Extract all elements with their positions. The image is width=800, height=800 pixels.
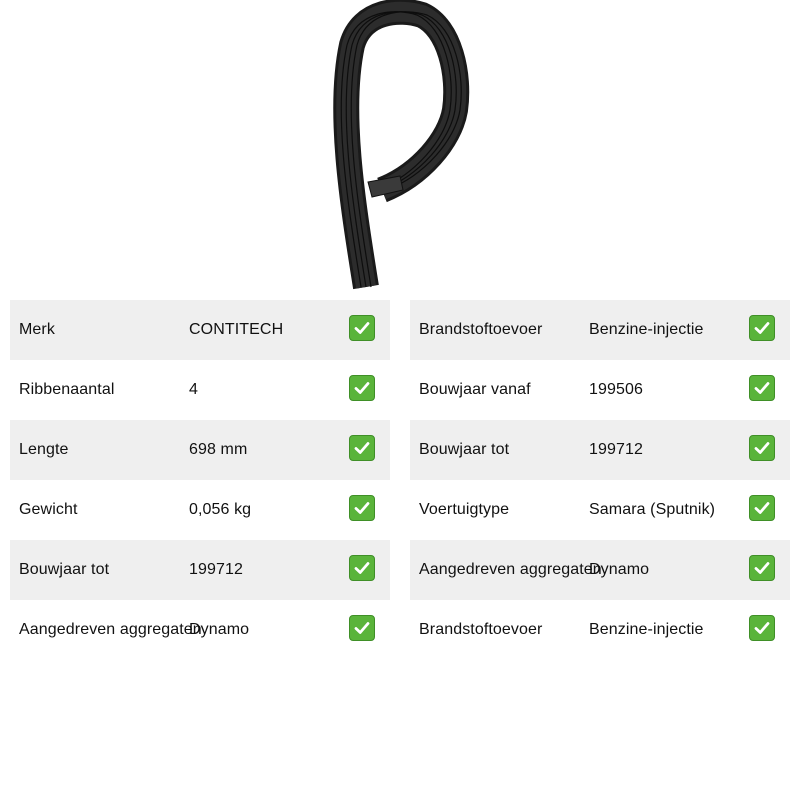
spec-label: Bouwjaar vanaf bbox=[419, 381, 531, 398]
spec-row bbox=[10, 540, 390, 600]
spec-row bbox=[410, 480, 790, 540]
spec-value: CONTITECH bbox=[189, 321, 284, 338]
spec-value: 199506 bbox=[589, 381, 643, 398]
check-mark-icon bbox=[749, 375, 775, 401]
spec-row bbox=[410, 540, 790, 600]
spec-value: 698 mm bbox=[189, 441, 248, 458]
spec-label: Merk bbox=[19, 321, 55, 338]
check-mark-icon bbox=[349, 435, 375, 461]
check-mark-icon bbox=[349, 375, 375, 401]
spec-label: Brandstoftoevoer bbox=[419, 621, 543, 638]
spec-value: Benzine-injectie bbox=[589, 621, 704, 638]
spec-label: Gewicht bbox=[19, 501, 78, 518]
spec-table-left bbox=[10, 300, 390, 660]
spec-row bbox=[10, 480, 390, 540]
spec-row bbox=[10, 600, 390, 660]
spec-value: 4 bbox=[189, 381, 198, 398]
check-mark-icon bbox=[749, 555, 775, 581]
spec-value: Dynamo bbox=[189, 621, 250, 638]
check-mark-icon bbox=[749, 495, 775, 521]
poly-v-belt-image bbox=[300, 0, 500, 290]
check-mark-icon bbox=[349, 615, 375, 641]
spec-label: Lengte bbox=[19, 441, 69, 458]
spec-label: Ribbenaantal bbox=[19, 381, 115, 398]
check-mark-icon bbox=[749, 615, 775, 641]
spec-row bbox=[10, 360, 390, 420]
check-mark-icon bbox=[349, 555, 375, 581]
spec-value: 0,056 kg bbox=[189, 501, 252, 518]
spec-label: Bouwjaar tot bbox=[419, 441, 510, 458]
spec-label: Brandstoftoevoer bbox=[419, 321, 543, 338]
spec-value: 199712 bbox=[589, 441, 643, 458]
check-mark-icon bbox=[349, 495, 375, 521]
spec-label: Aangedreven aggregaten bbox=[419, 561, 602, 578]
spec-value: Benzine-injectie bbox=[589, 321, 704, 338]
spec-row bbox=[410, 360, 790, 420]
spec-row bbox=[10, 420, 390, 480]
spec-label: Aangedreven aggregaten bbox=[19, 621, 202, 638]
spec-label: Voertuigtype bbox=[419, 501, 510, 518]
check-mark-icon bbox=[349, 315, 375, 341]
spec-label: Bouwjaar tot bbox=[19, 561, 110, 578]
check-mark-icon bbox=[749, 435, 775, 461]
spec-table-right bbox=[410, 300, 790, 660]
spec-value: 199712 bbox=[189, 561, 243, 578]
spec-row bbox=[410, 600, 790, 660]
check-mark-icon bbox=[749, 315, 775, 341]
spec-value: Dynamo bbox=[589, 561, 650, 578]
spec-row bbox=[410, 420, 790, 480]
spec-value: Samara (Sputnik) bbox=[589, 501, 716, 518]
spec-row bbox=[410, 300, 790, 360]
spec-row bbox=[10, 300, 390, 360]
